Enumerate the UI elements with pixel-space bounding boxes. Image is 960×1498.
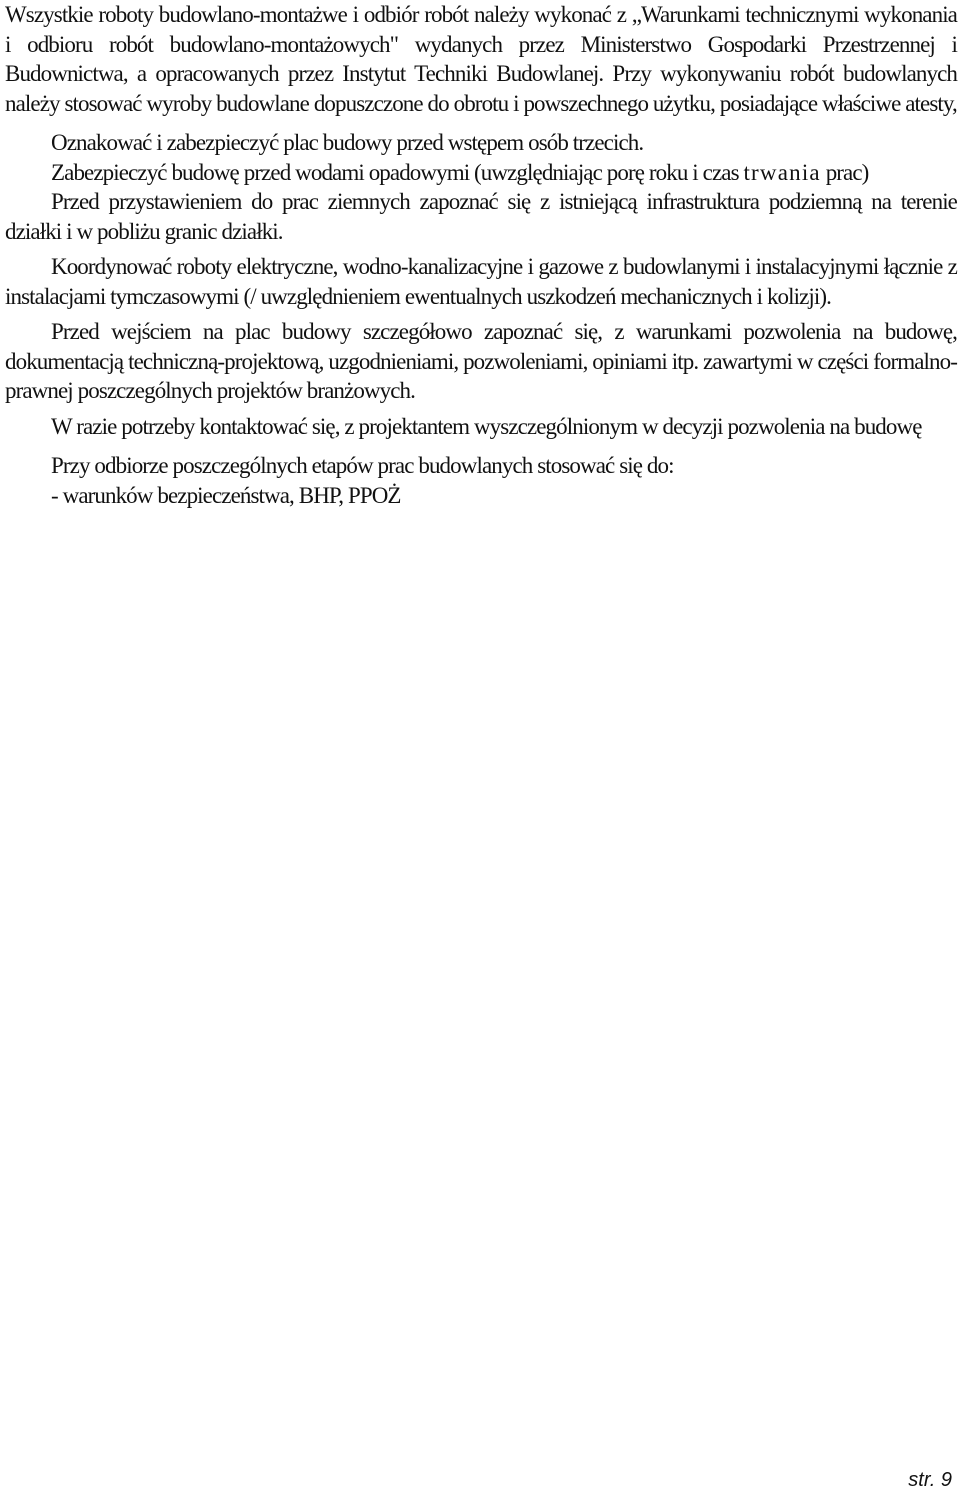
paragraph-general-requirements: Wszystkie roboty budowlano-montażwe i odbiór robót należy wykonać z „Warunkami technicznymi wykonania i odbioru robót budowlano-montażowych" wydanych przez Ministerstwo Gospodarki Przestrzennej i Budownictwa, a opracowanych przez Instytut Techniki Budowlanej. Przy wykonywaniu robót budowlanych należy stosować wyroby budowlane dopuszczone do obrotu i powszechnego użytku, posiadające właściwe atesty,	[5, 2, 957, 116]
paragraph-site-marking: Oznakować i zabezpieczyć plac budowy przed wstępem osób trzecich.	[51, 130, 644, 155]
rainwater-text-start: Zabezpieczyć budowę przed wodami opadowymi (uwzględniając porę roku i czas	[51, 159, 744, 185]
page-number: str. 9	[908, 1469, 952, 1491]
paragraph-coordination: Koordynować roboty elektryczne, wodno-kanalizacyjne i gazowe z budowlanymi i instalacyjnymi łącznie z instalacjami tymczasowymi (/ uwzględnieniem ewentualnych uszkodzeń mechanicznych i kolizji).	[5, 254, 957, 309]
paragraph-underground-infrastructure: Przed przystawieniem do prac ziemnych zapoznać się z istniejącą infrastruktura podziemną na terenie działki i w pobliżu granic działki.	[5, 189, 957, 244]
paragraph-rainwater-protection	[5, 158, 957, 188]
rainwater-text-end: prac)	[820, 159, 869, 185]
paragraph-designer-contact: W razie potrzeby kontaktować się, z projektantem wyszczególnionym w decyzji pozwolenia na budowę	[51, 413, 922, 439]
paragraph-permit-review: Przed wejściem na plac budowy szczegółowo zapoznać się, z warunkami pozwolenia na budowę, dokumentacją techniczną-projektową, uzgodnieniami, pozwoleniami, opiniami itp. zawartymi w części formalno-prawnej poszczególnych projektów branżowych.	[5, 319, 957, 403]
paragraph-acceptance-stages: Przy odbiorze poszczególnych etapów prac budowlanych stosować się do:	[51, 453, 674, 478]
list-item-safety: - warunków bezpieczeństwa, BHP, PPOŻ	[51, 482, 401, 508]
document-page	[5, 0, 957, 510]
rainwater-text-spaced: trwania	[743, 159, 821, 185]
